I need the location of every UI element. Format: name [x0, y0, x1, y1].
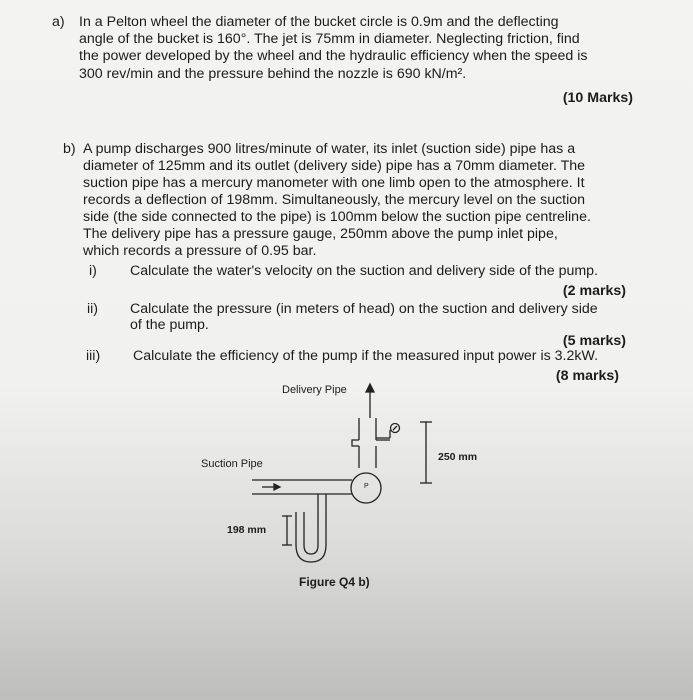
dimension-250 [420, 422, 432, 483]
delivery-pipe [352, 418, 390, 468]
pump-label: P [364, 483, 369, 490]
question-b-line: suction pipe has a mercury manometer with one limb open to the atmosphere. It [83, 175, 585, 191]
part-ii-text: of the pump. [130, 317, 209, 333]
question-a-marker: a) [52, 14, 65, 30]
dimension-198 [282, 516, 292, 545]
delivery-pipe-label: Delivery Pipe [282, 384, 347, 396]
height-label: 250 mm [438, 451, 478, 463]
question-b-line: which records a pressure of 0.95 bar. [83, 243, 317, 259]
question-b-line: The delivery pipe has a pressure gauge, 250mm above the pump inlet pipe, [83, 226, 558, 242]
suction-pipe-label: Suction Pipe [201, 458, 263, 470]
manometer-u-tube [296, 494, 326, 562]
flow-arrow-icon [262, 484, 280, 490]
part-ii-numeral: ii) [87, 301, 99, 317]
part-iii-marks: (8 marks) [555, 368, 619, 384]
part-iii-text: Calculate the efficiency of the pump if the measured input power is 3.2kW. [133, 348, 599, 364]
question-b-line: A pump discharges 900 litres/minute of water, its inlet (suction side) pipe has a [83, 141, 576, 157]
question-a-line: 300 rev/min and the pressure behind the nozzle is 690 kN/m². [79, 66, 467, 82]
part-i-numeral: i) [89, 263, 97, 279]
question-b-line: records a deflection of 198mm. Simultaneously, the mercury level on the suction [83, 192, 586, 208]
part-i-text: Calculate the water's velocity on the suction and delivery side of the pump. [130, 263, 599, 279]
pressure-gauge-icon [376, 424, 400, 439]
question-b-line: side (the side connected to the pipe) is 100mm below the suction pipe centreline. [83, 209, 591, 225]
question-a-marks: (10 Marks) [562, 90, 633, 106]
question-a-line: the power developed by the wheel and the hydraulic efficiency when the speed is [79, 48, 588, 64]
delivery-arrow-icon [366, 384, 374, 418]
question-b-line: diameter of 125mm and its outlet (delivery side) pipe has a 70mm diameter. The [83, 158, 586, 174]
question-a-line: angle of the bucket is 160°. The jet is 75mm in diameter. Neglecting friction, find [79, 31, 580, 47]
question-b-marker: b) [63, 141, 76, 157]
part-ii-text: Calculate the pressure (in meters of head) on the suction and delivery side [130, 301, 598, 317]
part-i-marks: (2 marks) [562, 283, 626, 299]
part-iii-numeral: iii) [86, 348, 101, 364]
part-ii-marks: (5 marks) [562, 333, 626, 349]
deflection-label: 198 mm [227, 524, 267, 536]
figure-caption: Figure Q4 b) [299, 575, 370, 589]
question-a-line: In a Pelton wheel the diameter of the bucket circle is 0.9m and the deflecting [79, 14, 559, 30]
